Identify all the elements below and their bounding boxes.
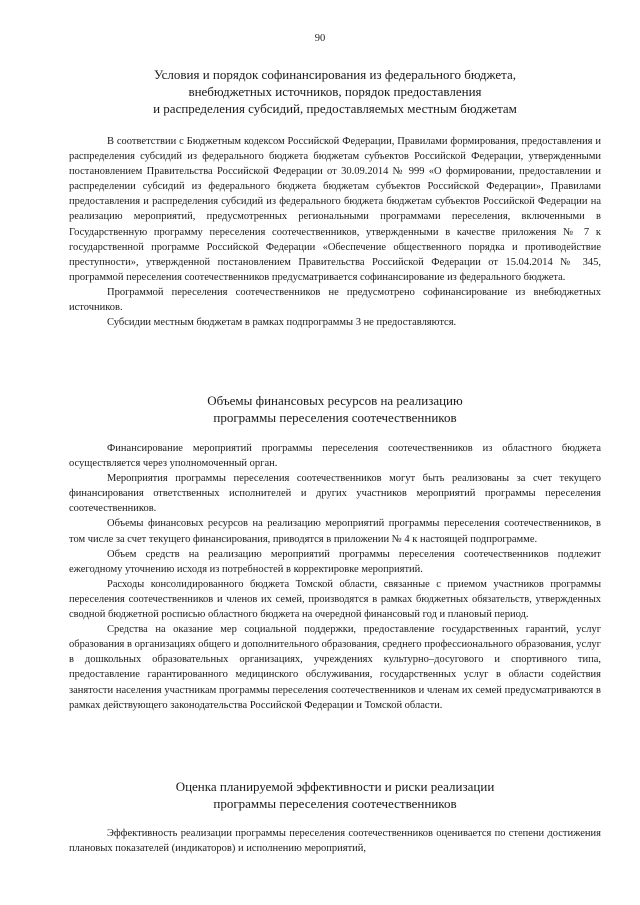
section-effectiveness [69,778,601,856]
paragraph: Объем средств на реализацию мероприятий программы переселения соотечественников подлежит ежегодному уточнению исходя из потребностей в корректировке мероприятий. [69,548,601,575]
heading-line: Условия и порядок софинансирования из федерального бюджета, [154,67,516,82]
paragraph: Объемы финансовых ресурсов на реализацию мероприятий программы переселения соотечественников, в том числе за счет текущего финансирования, приводятся в приложении № 4 к настоящей подпрограмме. [69,518,601,545]
heading-line: внебюджетных источников, порядок предоставления [188,84,482,99]
section-heading-financial-resources [69,392,601,426]
heading-line: Объемы финансовых ресурсов на реализацию [207,393,463,408]
paragraph: Эффективность реализации программы переселения соотечественников оценивается по степени достижения плановых показателей (индикаторов) и исполнению мероприятий, [69,828,601,855]
paragraph: Средства на оказание мер социальной поддержки, предоставление государственных гарантий, услуг образования в организациях общего и дополнительного образования, среднего профессионального образования, услуг в дошкольных образовательных организациях, учреждениях культурно–досугового и спортивного типа, предоставление гарантированного медицинского обслуживания, государственных услуг в области содействия занятости населения участникам программы переселения соотечественников и членам их семей предусматриваются в рамках действующего законодательства Российской Федерации и Томской области. [69,624,601,711]
heading-line: программы переселения соотечественников [213,410,457,425]
section-heading-effectiveness [69,778,601,812]
heading-line: и распределения субсидий, предоставляемых местным бюджетам [153,101,517,116]
heading-line: Оценка планируемой эффективности и риски реализации [175,779,495,794]
section-heading-cofinancing [69,66,601,117]
section-cofinancing [69,66,601,330]
page-number: 90 [314,33,326,44]
heading-line: программы переселения соотечественников [213,796,457,811]
paragraph: В соответствии с Бюджетным кодексом Российской Федерации, Правилами формирования, предоставления и распределения субсидий из федерального бюджета бюджетам субъектов Российской Федерации, утвержденными постановлением Правительства Российской Федерации от 30.09.2014 № 999 «О формировании, предоставлении и распределении субсидий из федерального бюджета бюджетам субъектов Российской Федерации», Правилами предоставления и распределения субсидий из федерального бюджета бюджетам субъектов Российской Федерации на реализацию мероприятий, предусмотренных региональными программами переселения, включенными в Государственную программу переселения соотечественников, утвержденными в качестве приложения № 7 к государственной программе Российской Федерации «Обеспечение общественного порядка и противодействие преступности», утвержденной постановлением Правительства Российской Федерации от 15.04.2014 № 345, программой переселения соотечественников предусматривается софинансирование из федерального бюджета. [69,136,601,283]
paragraph: Программой переселения соотечественников не предусмотрено софинансирование из внебюджетных источников. [69,286,601,314]
section-financial-resources [69,392,601,713]
paragraph: Расходы консолидированного бюджета Томской области, связанные с приемом участников программы переселения соотечественников и членов их семей, производятся в рамках бюджетных обязательств, утвержденных сводной бюджетной росписью областного бюджета на очередной финансовый год и плановый период. [69,578,601,621]
paragraph: Мероприятия программы переселения соотечественников могут быть реализованы за счет текущего финансирования ответственных исполнителей и других участников мероприятий программы переселения соотечественников. [69,473,601,515]
paragraph: Субсидии местным бюджетам в рамках подпрограммы 3 не предоставляются. [107,317,457,329]
paragraph: Финансирование мероприятий программы переселения соотечественников из областного бюджета осуществляется через уполномоченный орган. [69,443,601,470]
